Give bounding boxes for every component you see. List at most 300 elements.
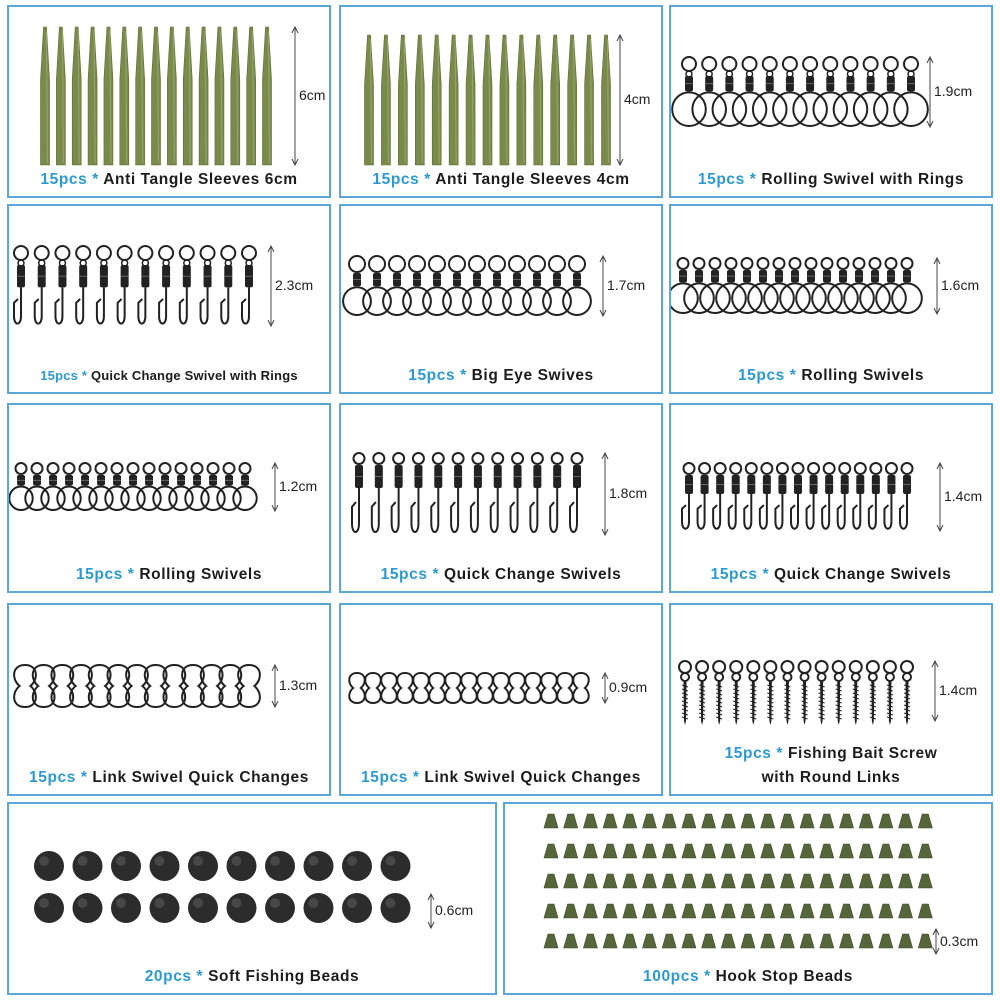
dimension-label: 1.4cm xyxy=(939,682,978,698)
hook-stop-bead xyxy=(859,844,873,858)
soft-bead xyxy=(265,851,295,881)
dimension-arrow xyxy=(600,256,606,316)
soft-bead xyxy=(342,851,372,881)
link-item xyxy=(445,673,461,703)
link-item xyxy=(541,673,557,703)
qc-ring-item xyxy=(76,246,90,324)
swivel-ring-item xyxy=(692,57,726,126)
product-panel xyxy=(339,5,663,198)
hook-stop-bead xyxy=(899,934,913,948)
hook-stop-bead xyxy=(544,814,558,828)
soft-bead xyxy=(227,851,257,881)
hook-stop-bead xyxy=(564,814,578,828)
screw-item xyxy=(696,661,708,725)
qc-item xyxy=(838,463,851,529)
hook-stop-bead xyxy=(918,934,932,948)
link-item xyxy=(381,673,397,703)
qc-item xyxy=(900,463,913,529)
hook-stop-bead xyxy=(623,844,637,858)
hook-stop-bead xyxy=(840,904,854,918)
hook-stop-bead xyxy=(702,874,716,888)
hook-stop-bead xyxy=(859,934,873,948)
qc-ring-item xyxy=(35,246,49,324)
qc-ring-item xyxy=(97,246,111,324)
rolling-item xyxy=(201,463,224,510)
soft-bead xyxy=(34,851,64,881)
dimension-arrow xyxy=(268,246,274,326)
product-caption xyxy=(9,563,329,587)
hook-stop-bead xyxy=(702,844,716,858)
hook-stop-bead xyxy=(918,844,932,858)
dimension-arrow xyxy=(933,929,939,954)
sleeve-item xyxy=(152,27,161,165)
hook-stop-bead xyxy=(840,844,854,858)
qc-item xyxy=(682,463,695,529)
screw-item xyxy=(713,661,725,725)
product-panel xyxy=(7,403,331,593)
sleeve-item xyxy=(602,35,611,165)
link-item xyxy=(509,673,525,703)
sleeve-item xyxy=(247,27,256,165)
product-name: Link Swivel Quick Changes xyxy=(87,769,309,786)
hook-stop-bead xyxy=(879,874,893,888)
product-name: Rolling Swivel with Rings xyxy=(756,171,965,188)
quantity-label: 15pcs * xyxy=(40,171,99,188)
qc-ring-item xyxy=(14,246,28,324)
soft-bead xyxy=(111,893,141,923)
big-eye-item xyxy=(523,256,551,315)
qc-item xyxy=(698,463,711,529)
hook-stop-bead xyxy=(603,874,617,888)
sleeve-item xyxy=(88,27,97,165)
qc-item xyxy=(713,463,726,529)
swivel-ring-item xyxy=(753,57,787,126)
dimension-label: 1.2cm xyxy=(279,478,318,494)
product-name: Quick Change Swivels xyxy=(439,566,622,583)
link-item xyxy=(413,673,429,703)
quantity-label: 20pcs * xyxy=(144,968,204,985)
product-name: Link Swivel Quick Changes xyxy=(419,769,641,786)
swivel-ring-item xyxy=(733,57,767,126)
product-caption xyxy=(9,364,329,388)
sleeve-item xyxy=(263,27,272,165)
rolling-item xyxy=(185,463,208,510)
sleeve-item xyxy=(483,35,492,165)
hook-stop-bead xyxy=(780,904,794,918)
hook-stop-bead xyxy=(761,874,775,888)
soft-bead xyxy=(73,851,103,881)
product-caption xyxy=(341,563,661,587)
soft-bead xyxy=(381,851,411,881)
screw-item xyxy=(833,661,845,725)
sleeve-item xyxy=(568,35,577,165)
dimension-arrow xyxy=(932,661,938,721)
hook-stop-bead xyxy=(662,814,676,828)
hook-stop-bead xyxy=(879,934,893,948)
sleeve-item xyxy=(398,35,407,165)
hook-stop-bead xyxy=(544,934,558,948)
dimension-label: 0.9cm xyxy=(609,679,648,695)
hook-stop-bead xyxy=(800,844,814,858)
product-caption xyxy=(341,766,661,790)
qc-item xyxy=(511,453,524,532)
product-panel xyxy=(339,603,663,796)
hook-stop-bead xyxy=(643,844,657,858)
swivel-ring-item xyxy=(713,57,747,126)
big-eye-item xyxy=(463,256,491,315)
hook-stop-bead xyxy=(544,904,558,918)
swivel-ring-item xyxy=(793,57,827,126)
product-panel xyxy=(669,5,993,198)
dimension-arrow xyxy=(292,27,298,165)
rolling-item xyxy=(41,463,64,510)
screw-item xyxy=(764,661,776,725)
hook-stop-bead xyxy=(603,844,617,858)
product-panel xyxy=(339,204,663,394)
product-panel xyxy=(339,403,663,593)
big-eye-item xyxy=(503,256,531,315)
qc-ring-item xyxy=(138,246,152,324)
dimension-label: 4cm xyxy=(624,91,651,107)
dimension-arrow xyxy=(428,894,434,928)
hook-stop-bead xyxy=(741,934,755,948)
hook-stop-bead xyxy=(721,934,735,948)
soft-bead xyxy=(34,893,64,923)
quantity-label: 15pcs * xyxy=(372,171,431,188)
quantity-label: 15pcs * xyxy=(75,566,135,583)
swivel-ring-item xyxy=(813,57,847,126)
soft-bead xyxy=(265,893,295,923)
soft-bead xyxy=(188,893,218,923)
product-panel xyxy=(7,204,331,394)
qc-item xyxy=(411,453,424,532)
hook-stop-bead xyxy=(879,814,893,828)
product-name: Anti Tangle Sleeves 4cm xyxy=(430,171,630,188)
hook-stop-bead xyxy=(623,934,637,948)
soft-bead xyxy=(227,893,257,923)
hook-stop-bead xyxy=(702,934,716,948)
hook-stop-bead xyxy=(899,814,913,828)
product-name: Soft Fishing Beads xyxy=(203,968,360,985)
qc-item xyxy=(550,453,563,532)
product-caption xyxy=(505,965,991,989)
screw-item xyxy=(850,661,862,725)
sleeve-item xyxy=(136,27,145,165)
rolling-item xyxy=(121,463,144,510)
product-panel xyxy=(503,802,993,995)
swivel-ring-item xyxy=(773,57,807,126)
hook-stop-bead xyxy=(899,844,913,858)
quantity-label: 15pcs * xyxy=(408,367,467,384)
product-name: Rolling Swivels xyxy=(796,367,925,384)
product-caption xyxy=(671,168,991,192)
rolling-item xyxy=(153,463,176,510)
hook-stop-bead xyxy=(800,904,814,918)
big-eye-item xyxy=(483,256,511,315)
rolling-item xyxy=(233,463,256,510)
swivel-ring-item xyxy=(854,57,888,126)
hook-stop-bead xyxy=(820,934,834,948)
product-caption xyxy=(9,168,329,192)
dimension-arrow xyxy=(934,258,940,314)
swivel-ring-item xyxy=(874,57,908,126)
hook-stop-bead xyxy=(583,844,597,858)
soft-bead xyxy=(73,893,103,923)
hook-stop-bead xyxy=(879,844,893,858)
product-panel xyxy=(7,603,331,796)
sleeve-item xyxy=(381,35,390,165)
hook-stop-bead xyxy=(840,814,854,828)
dimension-label: 1.4cm xyxy=(944,488,983,504)
dimension-arrow xyxy=(937,463,943,531)
quantity-label: 15pcs * xyxy=(737,367,797,384)
rolling-item xyxy=(57,463,80,510)
hook-stop-bead xyxy=(761,844,775,858)
screw-item xyxy=(781,661,793,725)
big-eye-item xyxy=(543,256,571,315)
hook-stop-bead xyxy=(643,934,657,948)
hook-stop-bead xyxy=(741,814,755,828)
hook-stop-bead xyxy=(702,904,716,918)
sleeve-item xyxy=(215,27,224,165)
hook-stop-bead xyxy=(564,844,578,858)
hook-stop-bead xyxy=(662,874,676,888)
hook-stop-bead xyxy=(583,814,597,828)
hook-stop-bead xyxy=(623,904,637,918)
qc-item xyxy=(352,453,365,532)
dimension-arrow xyxy=(927,57,933,127)
sleeve-item xyxy=(534,35,543,165)
screw-item xyxy=(901,661,913,725)
qc-item xyxy=(372,453,385,532)
qc-item xyxy=(853,463,866,529)
soft-bead xyxy=(304,851,334,881)
quantity-label: 15pcs * xyxy=(710,566,770,583)
sleeve-item xyxy=(517,35,526,165)
sleeve-item xyxy=(183,27,192,165)
soft-bead xyxy=(342,893,372,923)
qc-item xyxy=(822,463,835,529)
swivel-ring-item xyxy=(834,57,868,126)
soft-bead xyxy=(188,851,218,881)
qc-item xyxy=(471,453,484,532)
hook-stop-bead xyxy=(918,814,932,828)
qc-item xyxy=(451,453,464,532)
qc-ring-item xyxy=(242,246,256,324)
dimension-label: 1.6cm xyxy=(941,277,980,293)
product-name: Quick Change Swivels xyxy=(769,566,952,583)
sleeve-item xyxy=(56,27,65,165)
sleeve-item xyxy=(41,27,50,165)
hook-stop-bead xyxy=(879,904,893,918)
sleeve-item xyxy=(466,35,475,165)
hook-stop-bead xyxy=(603,814,617,828)
big-eye-item xyxy=(343,256,371,315)
big-eye-item xyxy=(443,256,471,315)
screw-item xyxy=(730,661,742,725)
hook-stop-bead xyxy=(761,934,775,948)
rolling-item xyxy=(89,463,112,510)
hook-stop-bead xyxy=(662,934,676,948)
screw-item xyxy=(747,661,759,725)
sleeve-item xyxy=(104,27,113,165)
product-panel xyxy=(669,603,993,796)
hook-stop-bead xyxy=(583,904,597,918)
product-caption xyxy=(9,965,495,989)
hook-stop-bead xyxy=(682,814,696,828)
dimension-label: 0.6cm xyxy=(435,902,474,918)
rolling-item xyxy=(73,463,96,510)
hook-stop-bead xyxy=(603,904,617,918)
sleeve-item xyxy=(120,27,129,165)
hook-stop-bead xyxy=(682,844,696,858)
qc-ring-item xyxy=(221,246,235,324)
product-name: Rolling Swivels xyxy=(134,566,263,583)
sleeve-item xyxy=(365,35,374,165)
hook-stop-bead xyxy=(800,934,814,948)
product-caption xyxy=(341,364,661,388)
screw-item xyxy=(884,661,896,725)
link-item xyxy=(557,673,573,703)
hook-stop-bead xyxy=(564,904,578,918)
qc-item xyxy=(729,463,742,529)
hook-stop-bead xyxy=(780,874,794,888)
quantity-label: 15pcs * xyxy=(29,769,88,786)
product-name: Hook Stop Beads xyxy=(710,968,853,985)
sleeve-item xyxy=(167,27,176,165)
qc-item xyxy=(760,463,773,529)
link-item xyxy=(477,673,493,703)
hook-stop-bead xyxy=(583,934,597,948)
hook-stop-bead xyxy=(544,874,558,888)
link-item xyxy=(365,673,381,703)
link-item xyxy=(349,673,365,703)
quantity-label: 15pcs * xyxy=(724,745,784,762)
dimension-arrow xyxy=(602,453,608,535)
product-name: Quick Change Swivel with Rings xyxy=(87,368,298,383)
hook-stop-bead xyxy=(741,844,755,858)
dimension-label: 1.7cm xyxy=(607,277,646,293)
hook-stop-bead xyxy=(899,874,913,888)
hook-stop-bead xyxy=(682,874,696,888)
big-eye-item xyxy=(363,256,391,315)
hook-stop-bead xyxy=(780,814,794,828)
qc-item xyxy=(791,463,804,529)
hook-stop-bead xyxy=(662,844,676,858)
swivel-ring-item xyxy=(672,57,706,126)
hook-stop-bead xyxy=(741,904,755,918)
rolling-item xyxy=(217,463,240,510)
hook-stop-bead xyxy=(840,874,854,888)
dimension-arrow xyxy=(602,673,608,703)
link-item xyxy=(397,673,413,703)
hook-stop-bead xyxy=(820,814,834,828)
hook-stop-bead xyxy=(603,934,617,948)
quantity-label: 15pcs * xyxy=(697,171,757,188)
hook-stop-bead xyxy=(761,814,775,828)
link-item xyxy=(429,673,445,703)
dimension-label: 1.9cm xyxy=(934,83,973,99)
quantity-label: 15pcs * xyxy=(40,368,88,383)
rolling-item xyxy=(137,463,160,510)
rolling-item xyxy=(9,463,32,510)
hook-stop-bead xyxy=(662,904,676,918)
big-eye-item xyxy=(403,256,431,315)
screw-item xyxy=(799,661,811,725)
sleeve-item xyxy=(551,35,560,165)
sleeve-item xyxy=(231,27,240,165)
qc-item xyxy=(744,463,757,529)
product-caption xyxy=(671,563,991,587)
hook-stop-bead xyxy=(721,874,735,888)
soft-bead xyxy=(150,893,180,923)
dimension-label: 0.3cm xyxy=(940,932,979,949)
hook-stop-bead xyxy=(583,874,597,888)
qc-ring-item xyxy=(159,246,173,324)
qc-ring-item xyxy=(180,246,194,324)
quantity-label: 100pcs * xyxy=(643,968,711,985)
hook-stop-bead xyxy=(643,904,657,918)
swivel-ring-item xyxy=(894,57,928,126)
hook-stop-bead xyxy=(544,844,558,858)
dimension-arrow xyxy=(272,665,278,707)
screw-item xyxy=(679,661,691,725)
hook-stop-bead xyxy=(643,814,657,828)
product-panel xyxy=(7,802,497,995)
product-name: Anti Tangle Sleeves 6cm xyxy=(98,171,298,188)
screw-item xyxy=(867,661,879,725)
qc-ring-item xyxy=(55,246,69,324)
link-item xyxy=(525,673,541,703)
rolling-item xyxy=(25,463,48,510)
hook-stop-bead xyxy=(820,904,834,918)
qc-item xyxy=(570,453,583,532)
hook-stop-bead xyxy=(682,934,696,948)
hook-stop-bead xyxy=(564,874,578,888)
product-caption xyxy=(671,742,991,790)
hook-stop-bead xyxy=(623,814,637,828)
qc-item xyxy=(869,463,882,529)
dimension-label: 1.3cm xyxy=(279,677,318,693)
qc-item xyxy=(807,463,820,529)
dimension-label: 2.3cm xyxy=(275,277,314,293)
product-name-line2: with Round Links xyxy=(761,769,901,786)
hook-stop-bead xyxy=(721,904,735,918)
qc-item xyxy=(884,463,897,529)
hook-stop-bead xyxy=(643,874,657,888)
sleeve-item xyxy=(415,35,424,165)
quantity-label: 15pcs * xyxy=(361,769,420,786)
link-item xyxy=(573,673,589,703)
soft-bead xyxy=(381,893,411,923)
hook-stop-bead xyxy=(741,874,755,888)
product-name: Fishing Bait Screw xyxy=(783,745,938,762)
big-eye-item xyxy=(563,256,591,315)
hook-stop-bead xyxy=(840,934,854,948)
qc-item xyxy=(392,453,405,532)
sleeve-item xyxy=(199,27,208,165)
hook-stop-bead xyxy=(780,934,794,948)
link-item xyxy=(461,673,477,703)
hook-stop-bead xyxy=(859,874,873,888)
qc-ring-item xyxy=(118,246,132,324)
hook-stop-bead xyxy=(702,814,716,828)
hook-stop-bead xyxy=(820,844,834,858)
product-panel xyxy=(669,403,993,593)
sleeve-item xyxy=(585,35,594,165)
product-caption xyxy=(341,168,661,192)
quantity-label: 15pcs * xyxy=(380,566,440,583)
